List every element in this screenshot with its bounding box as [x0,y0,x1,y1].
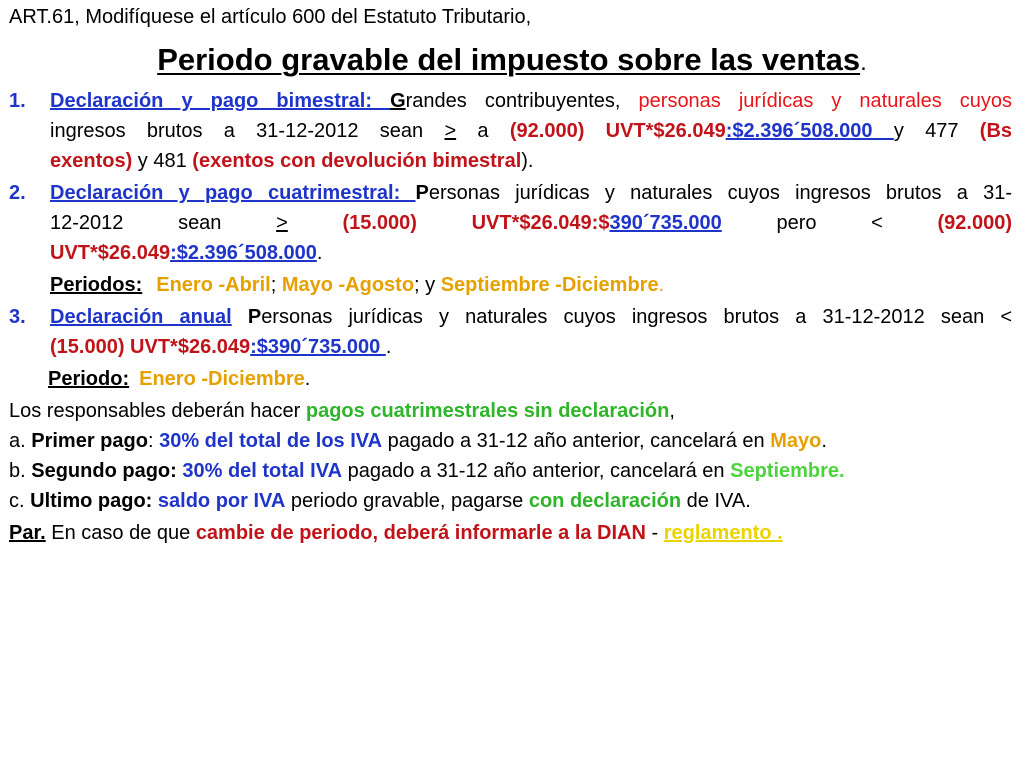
item2-label: Declaración y pago cuatrimestral: [50,182,416,204]
item2-line2 [50,208,1012,238]
item1-g: G [390,90,406,112]
item1-text-a: randes contribuyentes, [405,90,639,112]
item3-periodo-end: . [304,368,311,390]
item3-uvt: (15.000) UVT*$26.049 [50,336,251,358]
item1-line1 [50,86,1012,116]
pay-a-end: . [821,430,827,452]
item1-uvt: (92.000) UVT*$26.049 [509,120,726,142]
item1-bs: (Bs [979,120,1013,142]
item1-line2 [50,116,1012,146]
item2-periodos-end: . [658,274,665,296]
pay-b-label: Segundo pago: [31,460,177,482]
item1-text-d: a [456,120,510,142]
item3-line2 [50,332,1012,362]
item2-sep-2: ; y [414,274,441,296]
item1-exentos: exentos) [50,150,133,172]
item2-period-3: Septiembre -Diciembre [440,274,659,296]
par-text: En caso de que [45,522,196,544]
paragrafo-line [9,518,1015,548]
pay-a-label: Primer pago [31,430,148,452]
item2-line1 [50,178,1012,208]
pay-a-pct: 30% del total de los IVA [159,430,383,452]
item2-period-2: Mayo -Agosto [281,274,415,296]
item2-date: 12-2012 [50,212,124,234]
payment-b [9,456,1015,486]
item2-sep-1: ; [270,274,282,296]
pay-b-text: pagado a 31-12 año anterior, cancelará en [342,460,731,482]
item1-label: Declaración y pago bimestral: [50,90,391,112]
pay-c-label: Ultimo pago: [30,490,153,512]
item2-p: P [415,182,429,204]
payment-a [9,426,1015,456]
item2-line3 [50,238,1012,268]
pay-b-pct: 30% del total IVA [182,460,343,482]
item1-devolucion: (exentos con devolución bimestral [192,150,522,172]
pay-b-month: Septiembre. [730,460,845,482]
item3-amount: :$390´735.000 [250,336,386,358]
pay-b-prefix: b. [9,460,32,482]
title-dot: . [860,49,867,76]
item3-label: Declaración anual [50,306,232,328]
pay-c-text: periodo gravable, pagarse [285,490,529,512]
title-text: Periodo gravable del impuesto sobre las ventas [157,42,861,77]
par-dash: - [645,522,664,544]
par-label: Par. [9,522,46,544]
article-text: ART.61, Modifíquese el artículo 600 del Estatuto Tributario, [9,6,532,28]
item1-number: 1. [9,90,26,112]
pay-a-colon: : [147,430,160,452]
item2-pero: pero [776,212,817,234]
article-line [9,2,1015,32]
pay-a-month: Mayo [770,430,822,452]
pay-a-prefix: a. [9,430,32,452]
item2-uvt-a: (15.000) [342,212,417,234]
item1-text-b: personas jurídicas y naturales cuyos [638,90,1012,112]
pay-a-text: pagado a 31-12 año anterior, cancelará en [382,430,771,452]
item1-amount: :$2.396´508.000 [725,120,894,142]
payment-c [9,486,1015,516]
item2-number: 2. [9,182,26,204]
item2-period-1: Enero -Abril [156,274,271,296]
item1-gt: > [444,120,457,142]
item3-end: . [385,336,392,358]
par-reglamento: reglamento . [663,522,783,544]
item3-periodo [48,364,1015,394]
item2-uvt-d: UVT*$26.049 [50,242,171,264]
resp-highlight: pagos cuatrimestrales sin declaración [305,400,670,422]
item2-uvt-b: UVT*$26.049:$ [471,212,610,234]
page-title [0,40,1024,83]
par-red: cambie de periodo, deberá informarle a la DIAN [195,522,646,544]
pay-c-saldo: saldo por IVA [157,490,286,512]
item3-text-a: ersonas jurídicas y naturales cuyos ingresos brutos a 31-12-2012 sean < [261,306,1013,328]
pay-c-con: con declaración [528,490,682,512]
item2-amount: 390´735.000 [609,212,722,234]
item3-p: P [247,306,262,328]
item1-end: ). [521,150,534,172]
item2-gt: > [276,212,288,234]
item1-line3 [50,146,1012,176]
item2-sean: sean [178,212,222,234]
item2-uvt-c: (92.000) [937,212,1012,234]
item2-lt: < [871,212,883,234]
item2-amount-b: :$2.396´508.000 [170,242,317,264]
item3-periodo-label: Periodo: [48,368,130,390]
item2-text-a: ersonas jurídicas y naturales cuyos ingresos brutos a 31- [428,182,1013,204]
item3-number: 3. [9,306,26,328]
responsables-line [9,396,1015,426]
item1-text-e: y 477 [893,120,980,142]
item2-end: . [316,242,323,264]
pay-c-end: de IVA. [681,490,751,512]
item1-text-f: y 481 [132,150,193,172]
item1-text-c: ingresos brutos a 31-12-2012 sean [50,120,445,142]
item2-periodos [50,270,1012,300]
pay-c-prefix: c. [9,490,31,512]
item3-periodo-value: Enero -Diciembre [139,368,305,390]
resp-end: , [669,400,675,422]
item3-line1 [50,302,1012,332]
item2-periodos-label: Periodos: [50,274,143,296]
resp-text: Los responsables deberán hacer [9,400,306,422]
